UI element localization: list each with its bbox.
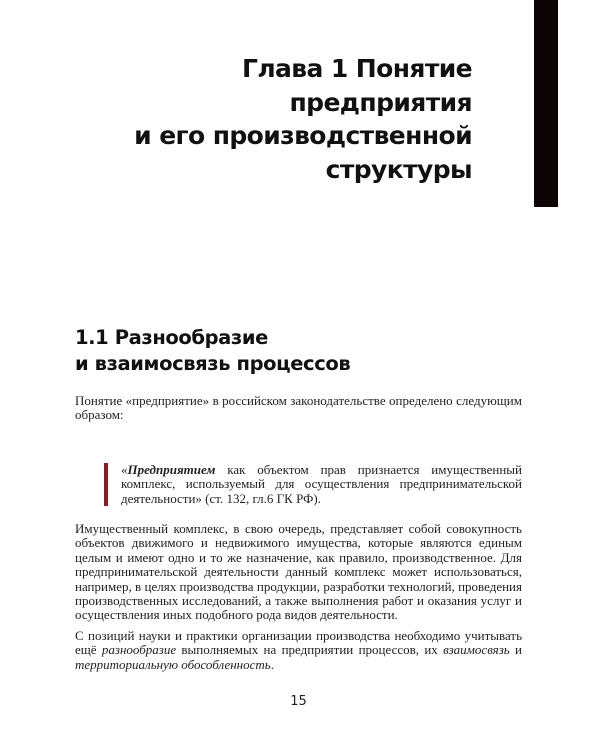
section-title-line: 1.1 Разнообразие <box>75 326 268 349</box>
emphasis: разнообразие <box>101 642 177 658</box>
intro-paragraph: Понятие «предприятие» в российском законодательстве определено следующим образом: <box>75 393 522 423</box>
section-title-line: и взаимосвязь процессов <box>75 352 351 375</box>
text: . <box>270 656 274 672</box>
body-paragraph-1: Имущественный комплекс, в свою очередь, представляет собой совокупность объектов движимого и недвижимого имущества, которые являются единым целым и имеют одно и то же назначение, как правило, производственное. Для предпринимательской деятельности данный комплекс может использоваться, например, в целях производства продукции, разработки технологий, проведения производственных исследований, а также выполнения работ и оказания услуг и осуществления иных подобного рода видов деятельности. <box>75 521 522 623</box>
definition-quote <box>104 463 522 506</box>
chapter-title-line: и его производственной <box>134 121 472 150</box>
chapter-title-line: предприятия <box>289 87 472 117</box>
emphasis: взаимосвязь <box>443 642 510 658</box>
text: и <box>509 642 522 658</box>
text: выполняемых на предприятии процессов, их <box>176 642 444 658</box>
chapter-title-line: структуры <box>325 154 472 184</box>
quote-open: « <box>121 461 128 477</box>
quote-text: как объектом прав признается имущественный комплекс, используемый для осуществления предпринимательской деятельности» (ст. 132, гл.6 ГК РФ). <box>121 461 522 506</box>
body-paragraph-2 <box>75 629 522 672</box>
page-number: 15 <box>290 694 307 710</box>
page-body <box>75 325 522 710</box>
chapter-title <box>134 52 472 186</box>
quote-term: Предприятием <box>127 461 216 477</box>
section-title <box>75 325 522 377</box>
text: С позиций науки и практики организации производства необходимо учитывать ещё <box>75 627 522 658</box>
chapter-title-line: Глава 1 Понятие <box>242 54 472 83</box>
chapter-side-tab <box>534 0 558 207</box>
emphasis: территориальную обособленность <box>75 656 271 672</box>
